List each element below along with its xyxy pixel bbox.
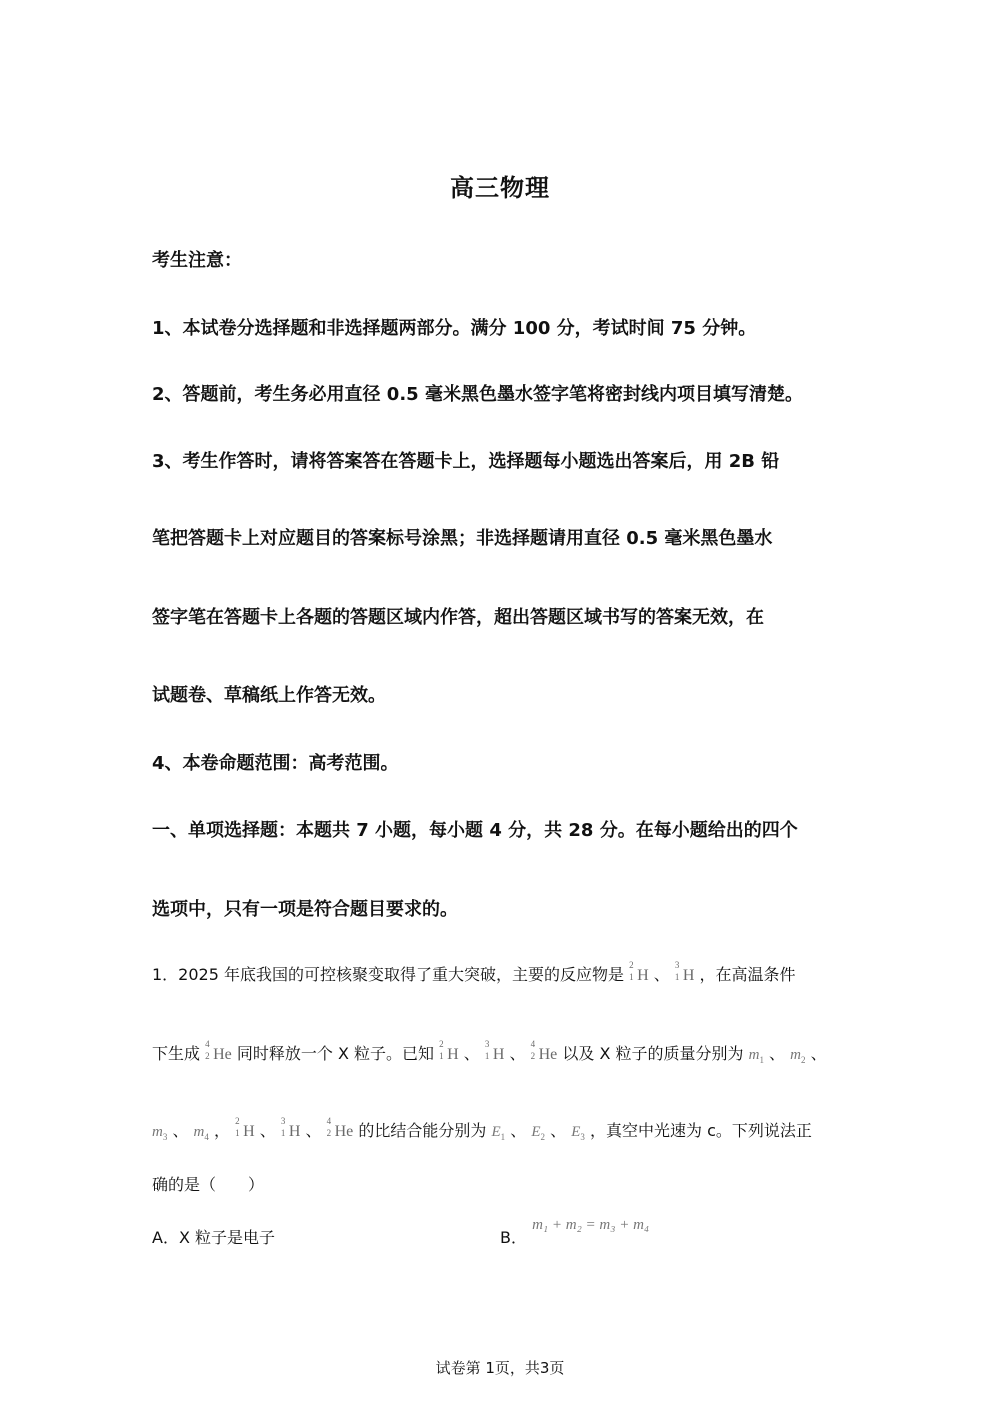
notice-item-3-line-2: 笔把答题卡上对应题目的答案标号涂黑；非选择题请用直径 0.5 毫米黑色墨水 [152, 528, 773, 549]
question-1-line-1 [152, 962, 796, 985]
separator: 、 [653, 965, 670, 984]
mass-m3: $m_3$ [152, 1124, 168, 1142]
section-heading-line-2: 选项中，只有一项是符合题目要求的。 [152, 899, 458, 920]
separator: 、 [172, 1121, 189, 1140]
deuterium-isotope: 2 1 H [629, 960, 649, 984]
energy-e3: $E_3$ [571, 1124, 585, 1142]
separator: 、 [510, 1121, 527, 1140]
separator: 、 [550, 1121, 567, 1140]
option-b [500, 1217, 650, 1248]
option-a: A．X 粒子是电子 [152, 1228, 275, 1247]
deuterium-isotope: 2 1 H [235, 1116, 255, 1140]
notice-item-3-line-1: 3、考生作答时，请将答案答在答题卡上，选择题每小题选出答案后，用 2B 铅 [152, 451, 780, 472]
separator: 、 [810, 1044, 827, 1063]
separator: 、 [769, 1044, 786, 1063]
page-footer: 试卷第 1页，共3页 [435, 1359, 565, 1377]
separator: ， [213, 1121, 230, 1140]
question-1-text: 1．2025 年底我国的可控核聚变取得了重大突破，主要的反应物是 [152, 965, 624, 984]
question-1-text: 以及 X 粒子的质量分别为 [562, 1044, 744, 1063]
mass-m4: $m_4$ [193, 1124, 209, 1142]
tritium-isotope: 3 1 H [674, 960, 695, 984]
deuterium-isotope: 2 1 H [439, 1039, 459, 1063]
tritium-isotope: 3 1 H [280, 1116, 301, 1140]
question-1-text: ，真空中光速为 c。下列说法正 [590, 1121, 812, 1140]
separator: 、 [305, 1121, 322, 1140]
helium-isotope: 4 2 He [326, 1116, 354, 1140]
section-heading-line-1: 一、单项选择题：本题共 7 小题，每小题 4 分，共 28 分。在每小题给出的四个 [152, 820, 798, 841]
tritium-isotope: 3 1 H [484, 1039, 505, 1063]
question-1-line-2 [152, 1041, 827, 1065]
option-b-formula: m₁ + m₂ = m₃ + m₄ [532, 1217, 650, 1233]
separator: 、 [259, 1121, 276, 1140]
question-1-text: 的比结合能分别为 [358, 1121, 487, 1140]
notice-item-4: 4、本卷命题范围：高考范围。 [152, 753, 399, 774]
question-1-line-4: 确的是（ ） [152, 1175, 265, 1194]
separator: 、 [463, 1044, 480, 1063]
helium-isotope: 4 2 He [530, 1039, 558, 1063]
separator: 、 [509, 1044, 526, 1063]
question-1-text: 同时释放一个 X 粒子。已知 [236, 1044, 434, 1063]
question-1-text: ，在高温条件 [699, 965, 796, 984]
option-b-label: B． [500, 1228, 527, 1247]
helium-isotope: 4 2 He [205, 1039, 232, 1063]
energy-e1: $E_1$ [491, 1124, 506, 1142]
page-title: 高三物理 [450, 174, 550, 202]
question-1-text: 下生成 [152, 1044, 201, 1063]
notice-item-2: 2、答题前，考生务必用直径 0.5 毫米黑色墨水签字笔将密封线内项目填写清楚。 [152, 384, 803, 405]
notice-item-1: 1、本试卷分选择题和非选择题两部分。满分 100 分，考试时间 75 分钟。 [152, 318, 757, 339]
mass-m1: $m_1$ [748, 1047, 764, 1065]
notice-heading: 考生注意： [152, 250, 242, 271]
notice-item-3-line-3: 签字笔在答题卡上各题的答题区域内作答，超出答题区域书写的答案无效，在 [152, 607, 764, 628]
mass-m2: $m_2$ [790, 1047, 806, 1065]
energy-e2: $E_2$ [531, 1124, 546, 1142]
notice-item-3-line-4: 试题卷、草稿纸上作答无效。 [152, 685, 386, 706]
question-1-line-3 [152, 1118, 812, 1142]
